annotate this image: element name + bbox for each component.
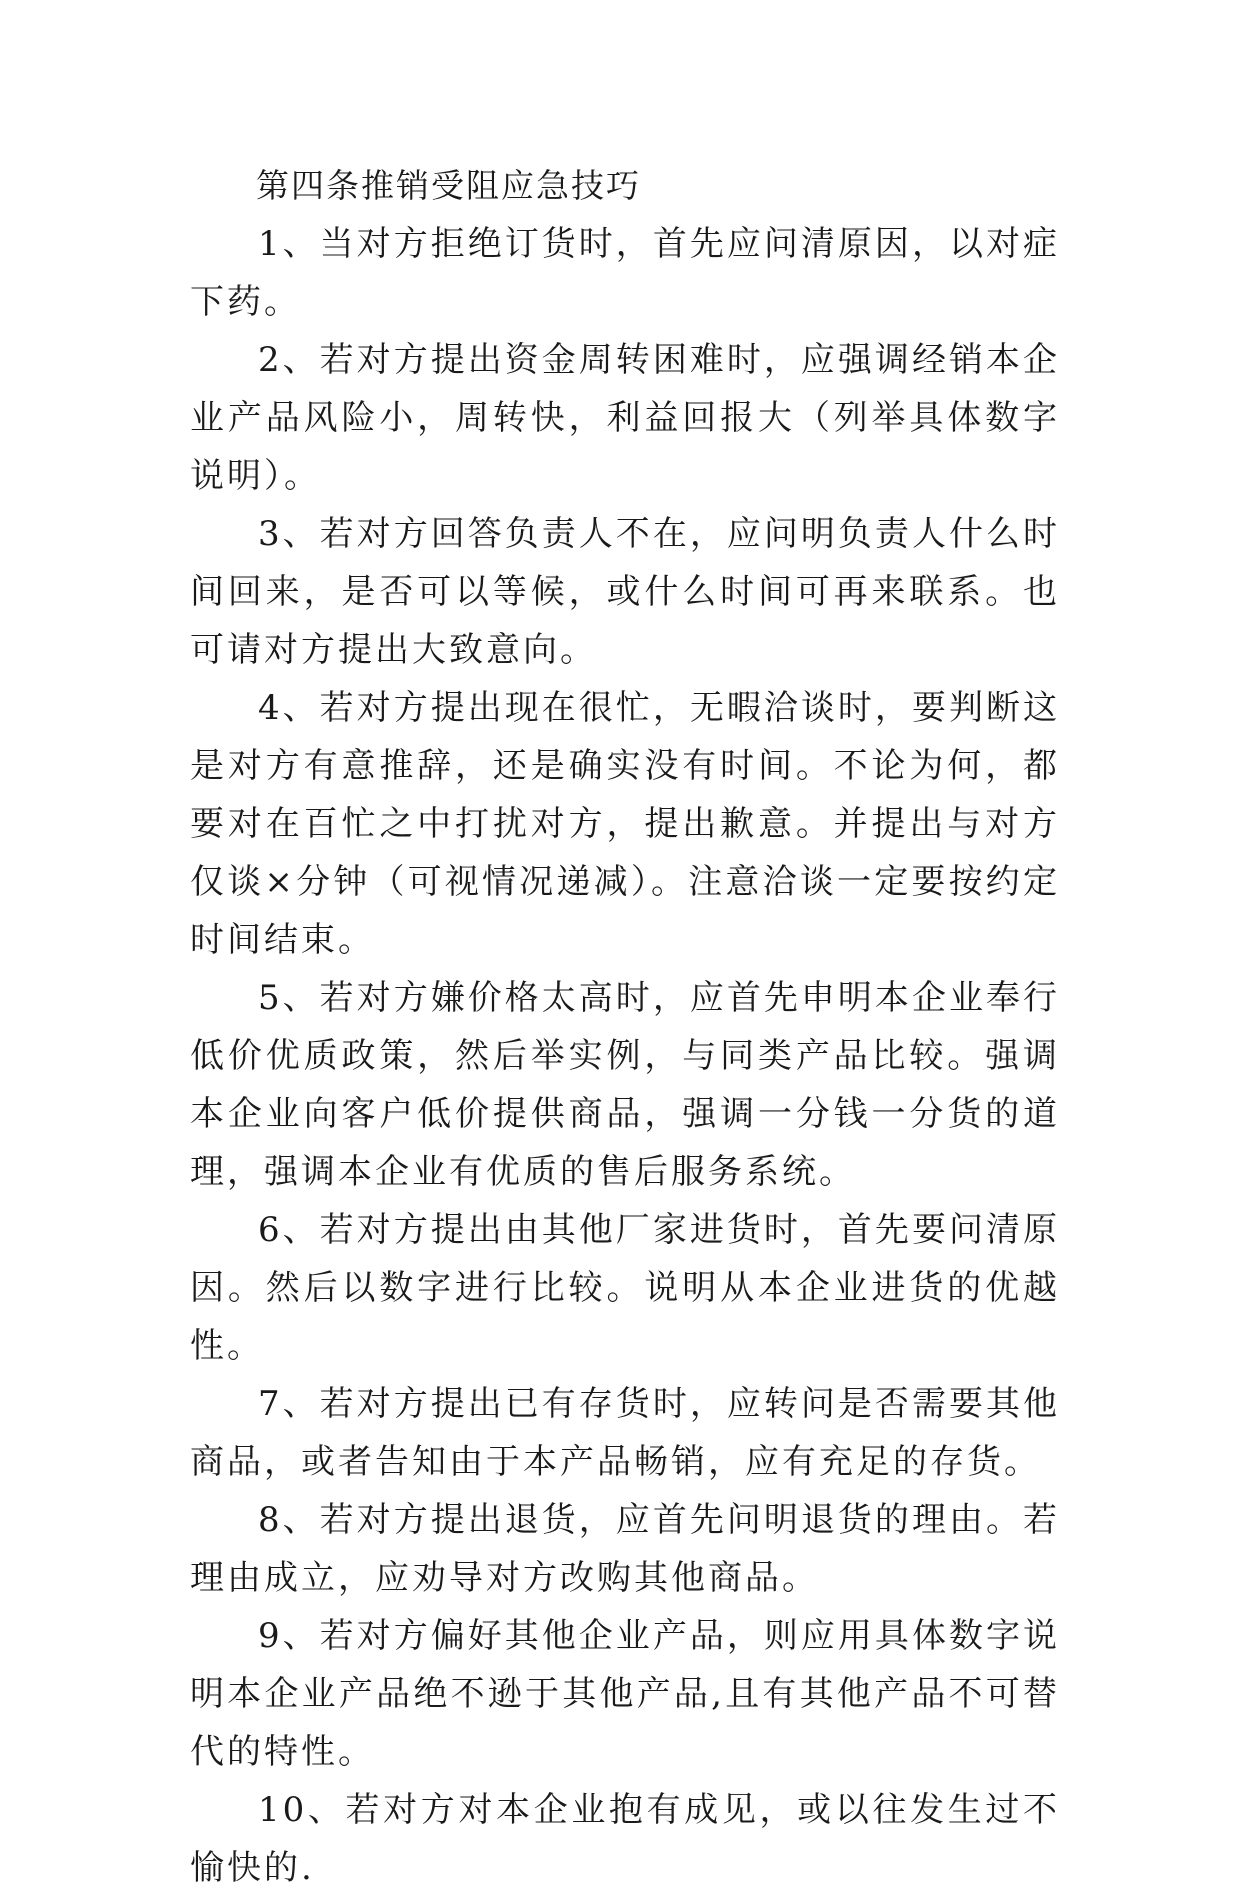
section-heading: 第四条推销受阻应急技巧: [256, 166, 641, 205]
paragraph-5: 5、若对方嫌价格太高时，应首先申明本企业奉行低价优质政策，然后举实例，与同类产品比较。强调本企业向客户低价提供商品，强调一分钱一分货的道理，强调本企业有优质的售后服务系统。: [190, 978, 1060, 1192]
paragraph-6: 6、若对方提出由其他厂家进货时，首先要问清原因。然后以数字进行比较。说明从本企业进货的优越性。: [190, 1210, 1060, 1366]
document-body: [190, 157, 1060, 1897]
paragraph-7: 7、若对方提出已有存货时，应转问是否需要其他商品，或者告知由于本产品畅销，应有充足的存货。: [190, 1384, 1060, 1482]
paragraph-8: 8、若对方提出退货，应首先问明退货的理由。若理由成立，应劝导对方改购其他商品。: [190, 1500, 1060, 1598]
paragraph-1: 1、当对方拒绝订货时，首先应问清原因，以对症下药。: [190, 224, 1060, 322]
paragraph-2: 2、若对方提出资金周转困难时，应强调经销本企业产品风险小，周转快，利益回报大（列举具体数字说明）。: [190, 340, 1060, 496]
paragraph-3: 3、若对方回答负责人不在，应问明负责人什么时间回来，是否可以等候，或什么时间可再来联系。也可请对方提出大致意向。: [190, 514, 1060, 670]
paragraph-10: 10、若对方对本企业抱有成见，或以往发生过不愉快的.: [190, 1790, 1060, 1888]
paragraph-4: 4、若对方提出现在很忙，无暇洽谈时，要判断这是对方有意推辞，还是确实没有时间。不论为何，都要对在百忙之中打扰对方，提出歉意。并提出与对方仅谈×分钟（可视情况递减）。注意洽谈一定要按约定时间结束。: [190, 688, 1060, 960]
paragraph-9: 9、若对方偏好其他企业产品，则应用具体数字说明本企业产品绝不逊于其他产品,且有其他产品不可替代的特性。: [190, 1616, 1060, 1772]
